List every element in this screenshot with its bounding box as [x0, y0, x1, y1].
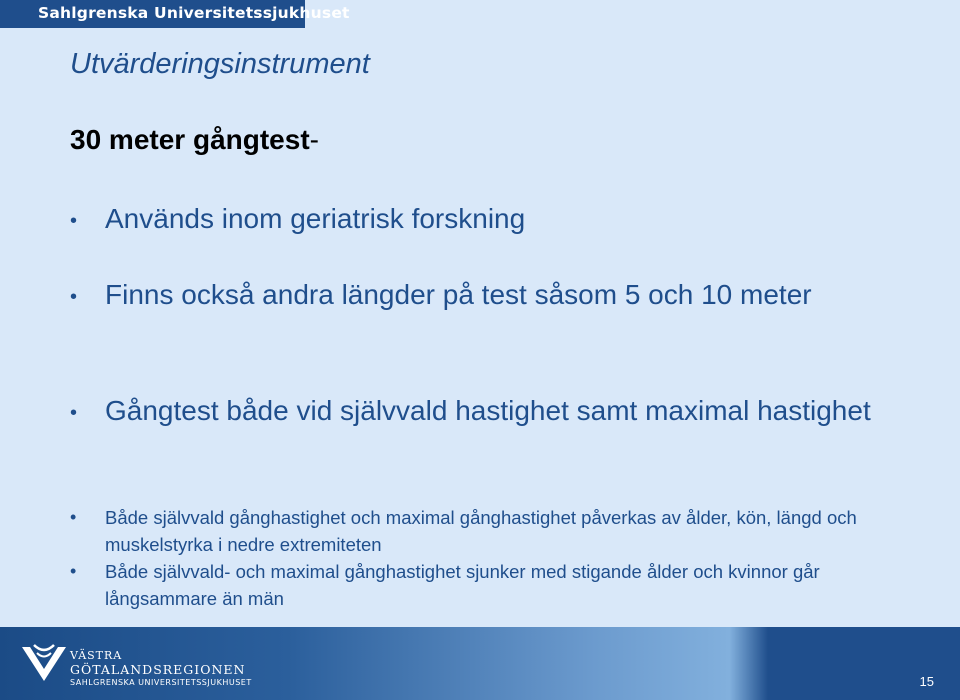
bullet-item: [70, 558, 890, 612]
bullet-text: Finns också andra längder på test såsom 5 och 10 meter: [105, 279, 812, 310]
slide-title: Utvärderingsinstrument: [70, 48, 370, 80]
bullet-item: [70, 392, 890, 430]
bullet-text: Både självvald- och maximal gånghastighet sjunker med stigande ålder och kvinnor går långsammare än män: [105, 561, 820, 609]
bullet-item: [70, 276, 890, 314]
bullet-text: Både självvald gånghastighet och maximal gånghastighet påverkas av ålder, kön, längd och muskelstyrka i nedre extremiteten: [105, 507, 857, 555]
header-brand: Sahlgrenska Universitetssjukhuset: [38, 4, 350, 22]
page-number: 15: [919, 674, 934, 689]
vgr-logo-icon: [20, 641, 68, 687]
footer-bar: [0, 627, 960, 700]
bullet-text: Gångtest både vid självvald hastighet samt maximal hastighet: [105, 395, 871, 426]
subtitle-bold: 30 meter gångtest: [70, 124, 310, 155]
subtitle-suffix: -: [309, 124, 319, 155]
slide-subtitle: [70, 124, 319, 156]
bullet-icon: •: [70, 286, 78, 308]
bullet-icon: •: [70, 561, 77, 581]
bullet-text: Används inom geriatrisk forskning: [105, 203, 526, 234]
bullet-icon: •: [70, 402, 78, 424]
logo-text-sahlgrenska: SAHLGRENSKA UNIVERSITETSSJUKHUSET: [70, 678, 252, 687]
logo-text-gotalandsregionen: GÖTALANDSREGIONEN: [70, 662, 246, 677]
bullet-icon: •: [70, 210, 78, 232]
bullet-item: [70, 200, 890, 238]
bullet-item: [70, 504, 890, 558]
bullet-icon: •: [70, 507, 77, 527]
logo-text-vastra: VÄSTRA: [70, 649, 123, 662]
header-bar: [0, 0, 350, 28]
